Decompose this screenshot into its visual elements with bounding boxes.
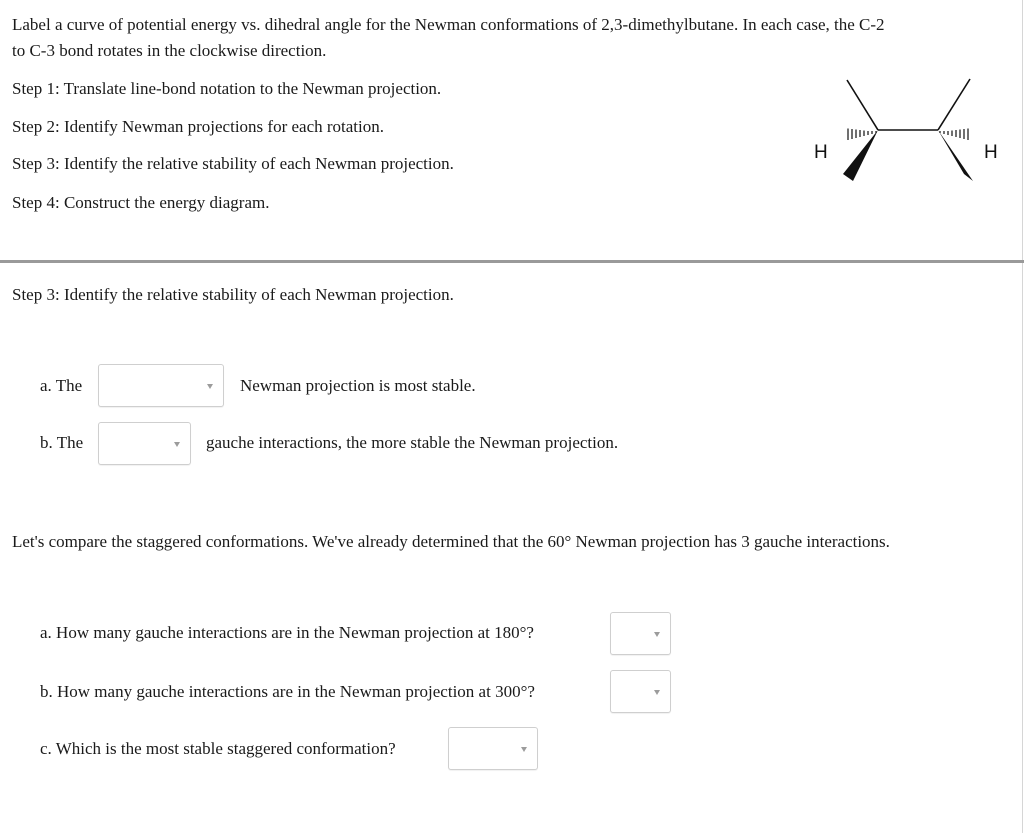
hydrogen-label-right: H	[984, 142, 998, 163]
question-a-prefix: a. The	[40, 376, 83, 395]
step-2-text: Step 2: Identify Newman projections for each rotation.	[12, 117, 384, 136]
problem-intro-line-2: to C-3 bond rotates in the clockwise direction.	[12, 41, 327, 60]
page-right-border	[1022, 0, 1023, 833]
question-a-suffix: Newman projection is most stable.	[240, 376, 476, 395]
gauche-comparison-dropdown[interactable]	[98, 422, 191, 465]
bond-c1-c2	[847, 80, 878, 130]
staggered-compare-intro: Let's compare the staggered conformations. We've already determined that the 60° Newman projection has 3 gauche interactions.	[12, 532, 890, 551]
chevron-down-icon	[207, 384, 213, 389]
step-4-text: Step 4: Construct the energy diagram.	[12, 193, 270, 212]
step-3-text: Step 3: Identify the relative stability of each Newman projection.	[12, 154, 454, 173]
gauche-300-question: b. How many gauche interactions are in the Newman projection at 300°?	[40, 682, 535, 701]
hydrogen-label-left: H	[814, 142, 828, 163]
most-stable-projection-dropdown[interactable]	[98, 364, 224, 407]
chevron-down-icon	[174, 442, 180, 447]
most-stable-staggered-dropdown[interactable]	[448, 727, 538, 770]
hashed-bond-right	[940, 129, 968, 141]
problem-intro-line-1: Label a curve of potential energy vs. dihedral angle for the Newman conformations of 2,3-dimethylbutane. In each case, the C-2	[12, 15, 885, 34]
question-b-prefix: b. The	[40, 433, 84, 452]
most-stable-staggered-question: c. Which is the most stable staggered conformation?	[40, 739, 396, 758]
chevron-down-icon	[521, 747, 527, 752]
gauche-180-question: a. How many gauche interactions are in the Newman projection at 180°?	[40, 623, 534, 642]
step-3-heading: Step 3: Identify the relative stability of each Newman projection.	[12, 285, 454, 304]
gauche-180-dropdown[interactable]	[610, 612, 671, 655]
dimethylbutane-structure	[800, 70, 1020, 200]
chevron-down-icon	[654, 632, 660, 637]
question-b-suffix: gauche interactions, the more stable the Newman projection.	[206, 433, 619, 452]
carbon-skeleton	[847, 79, 970, 130]
section-divider	[0, 260, 1024, 263]
chevron-down-icon	[654, 690, 660, 695]
gauche-300-dropdown[interactable]	[610, 670, 671, 713]
step-1-text: Step 1: Translate line-bond notation to the Newman projection.	[12, 79, 442, 98]
bond-c3-c4	[938, 79, 970, 130]
